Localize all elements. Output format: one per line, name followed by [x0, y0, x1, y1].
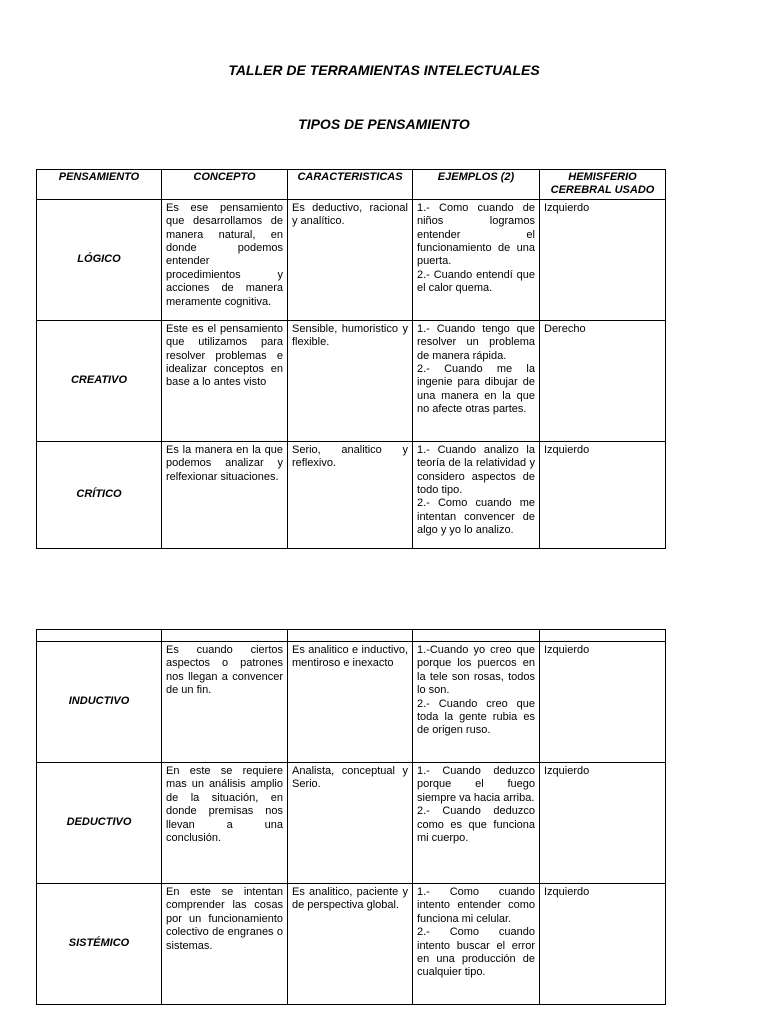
table-row — [37, 199, 666, 320]
table-row — [37, 884, 666, 1005]
table-empty-header-row — [37, 630, 666, 642]
example-1: 1.-Cuando yo creo que porque los puercos en la tele son rosas, todos lo son. — [417, 644, 535, 697]
concept-cell: En este se intentan comprender las cosas por un funcionamiento colectivo de engranes o sistemas. — [162, 884, 288, 1005]
characteristics-cell: Es analitico e inductivo, mentiroso e inexacto — [288, 642, 413, 763]
table-row — [37, 320, 666, 441]
examples-cell — [413, 763, 540, 884]
example-2: 2.- Como cuando me intentan convencer de algo y yo lo analizo. — [417, 497, 535, 537]
document-title: TALLER DE TERRAMIENTAS INTELECTUALES — [228, 62, 540, 78]
concept-cell: Este es el pensamiento que utilizamos para resolver problemas e idealizar conceptos en base a lo antes visto — [162, 320, 288, 441]
header-hemisferio: HEMISFERIO CEREBRAL USADO — [540, 170, 666, 200]
examples-cell — [413, 441, 540, 548]
header-concepto: CONCEPTO — [162, 170, 288, 200]
characteristics-cell: Sensible, humoristico y flexible. — [288, 320, 413, 441]
empty-cell — [162, 630, 288, 642]
hemisphere-cell: Izquierdo — [540, 441, 666, 548]
hemisphere-cell: Izquierdo — [540, 199, 666, 320]
thinking-type-name: INDUCTIVO — [37, 642, 162, 763]
header-ejemplos: EJEMPLOS (2) — [413, 170, 540, 200]
examples-cell — [413, 320, 540, 441]
thinking-types-table-2 — [36, 629, 666, 1005]
table-row — [37, 642, 666, 763]
document-subtitle: TIPOS DE PENSAMIENTO — [298, 116, 470, 132]
hemisphere-cell: Derecho — [540, 320, 666, 441]
example-2: 2.- Cuando creo que toda la gente rubia es de origen ruso. — [417, 697, 535, 737]
concept-cell: En este se requiere mas un análisis amplio de la situación, en donde premisas nos llevan a una conclusión. — [162, 763, 288, 884]
table-row — [37, 441, 666, 548]
hemisphere-cell: Izquierdo — [540, 763, 666, 884]
example-1: 1.- Cuando tengo que resolver un problema de manera rápida. — [417, 322, 535, 362]
table-row — [37, 763, 666, 884]
characteristics-cell: Es deductivo, racional y analítico. — [288, 199, 413, 320]
examples-cell — [413, 642, 540, 763]
header-pensamiento: PENSAMIENTO — [37, 170, 162, 200]
concept-cell: Es la manera en la que podemos analizar y relfexionar situaciones. — [162, 441, 288, 548]
example-2: 2.- Como cuando intento buscar el error en una producción de cualquier tipo. — [417, 926, 535, 979]
thinking-type-name: DEDUCTIVO — [37, 763, 162, 884]
empty-cell — [37, 630, 162, 642]
example-1: 1.- Como cuando intento entender como funciona mi celular. — [417, 886, 535, 925]
thinking-type-name: LÓGICO — [37, 199, 162, 320]
characteristics-cell: Es analitico, paciente y de perspectiva global. — [288, 884, 413, 1005]
concept-cell: Es cuando ciertos aspectos o patrones nos llegan a convencer de un fin. — [162, 642, 288, 763]
example-2: 2.- Cuando entendí que el calor quema. — [417, 268, 535, 295]
thinking-types-table-1 — [36, 169, 666, 549]
example-2: 2.- Cuando me la ingenie para dibujar de una manera en la que no afecte otras partes. — [417, 363, 535, 416]
example-1: 1.- Cuando deduzco porque el fuego siempre va hacia arriba. — [417, 765, 535, 804]
example-2: 2.- Cuando deduzco como es que funciona mi cuerpo. — [417, 805, 535, 845]
empty-cell — [288, 630, 413, 642]
examples-cell — [413, 884, 540, 1005]
example-1: 1.- Cuando analizo la teoría de la relatividad y considero aspectos de todo tipo. — [417, 443, 535, 497]
characteristics-cell: Analista, conceptual y Serio. — [288, 763, 413, 884]
concept-cell: Es ese pensamiento que desarrollamos de manera natural, en donde podemos entender procedimientos y acciones de manera meramente cognitiva. — [162, 199, 288, 320]
thinking-type-name: CRÍTICO — [37, 441, 162, 548]
header-caracteristicas: CARACTERISTICAS — [288, 170, 413, 200]
hemisphere-cell: Izquierdo — [540, 884, 666, 1005]
examples-cell — [413, 199, 540, 320]
table-header-row — [37, 170, 666, 200]
thinking-type-name: CREATIVO — [37, 320, 162, 441]
hemisphere-cell: Izquierdo — [540, 642, 666, 763]
characteristics-cell: Serio, analitico y reflexivo. — [288, 441, 413, 548]
example-1: 1.- Como cuando de niños logramos entender el funcionamiento de una puerta. — [417, 201, 535, 268]
thinking-type-name: SISTÉMICO — [37, 884, 162, 1005]
empty-cell — [540, 630, 666, 642]
empty-cell — [413, 630, 540, 642]
